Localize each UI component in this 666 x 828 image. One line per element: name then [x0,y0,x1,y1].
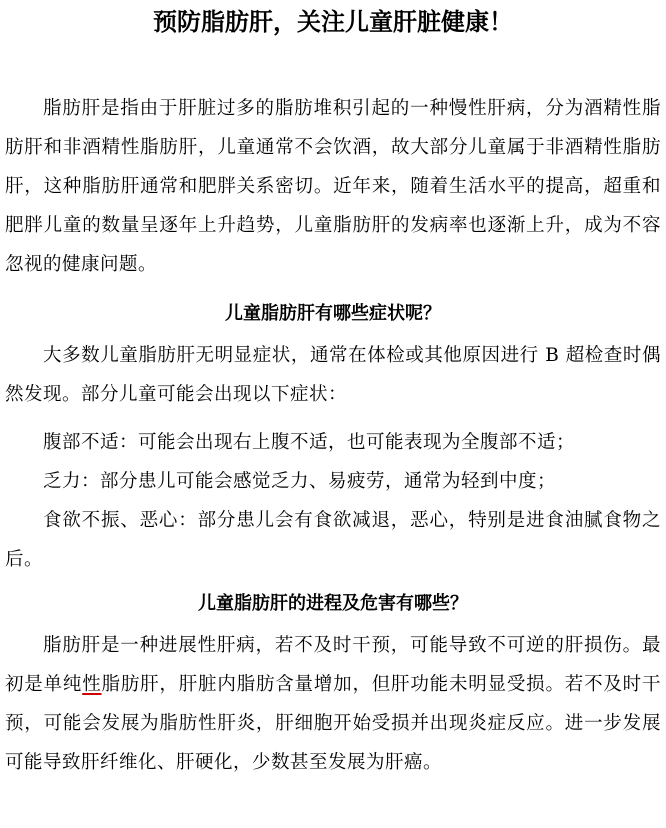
symptom-item: 腹部不适：可能会出现右上腹不适，也可能表现为全腹部不适； [43,432,576,453]
symptom-item: 食欲不振、恶心：部分患儿会有食欲减退，恶心，特别是进食油腻食物之后。 [5,510,661,570]
progression-text-start: 脂肪肝是一种进展性肝病，若不及时干预，可能导致不可逆的肝损伤。最初是单纯 [5,635,661,695]
progression-text-end: 脂肪肝，肝脏内脂肪含量增加，但肝功能未明显受损。若不及时干预，可能会发展为脂肪性肝炎，肝细胞开始受损并出现炎症反应。进一步发展可能导致肝纤维化、肝硬化，少数甚至发展为肝癌。 [5,674,661,773]
spellcheck-underlined-char: 性 [82,674,102,695]
intro-paragraph: 脂肪肝是指由于肝脏过多的脂肪堆积引起的一种慢性肝病，分为酒精性脂肪肝和非酒精性脂肪肝，儿童通常不会饮酒，故大部分儿童属于非酒精性脂肪肝，这种脂肪肝通常和肥胖关系密切。近年来，随着生活水平的提高，超重和肥胖儿童的数量呈逐年上升趋势，儿童脂肪肝的发病率也逐渐上升，成为不容忽视的健康问题。 [5,98,661,275]
symptoms-intro-paragraph: 大多数儿童脂肪肝无明显症状，通常在体检或其他原因进行 B 超检查时偶然发现。部分儿童可能会出现以下症状： [5,345,661,405]
progression-paragraph [5,626,661,782]
section-heading-progression: 儿童脂肪肝的进程及危害有哪些？ [198,593,468,614]
document-title: 预防脂肪肝，关注儿童肝脏健康！ [153,7,513,36]
section-heading-symptoms: 儿童脂肪肝有哪些症状呢？ [225,303,441,324]
symptom-item: 乏力：部分患儿可能会感觉乏力、易疲劳，通常为轻到中度； [43,471,557,492]
